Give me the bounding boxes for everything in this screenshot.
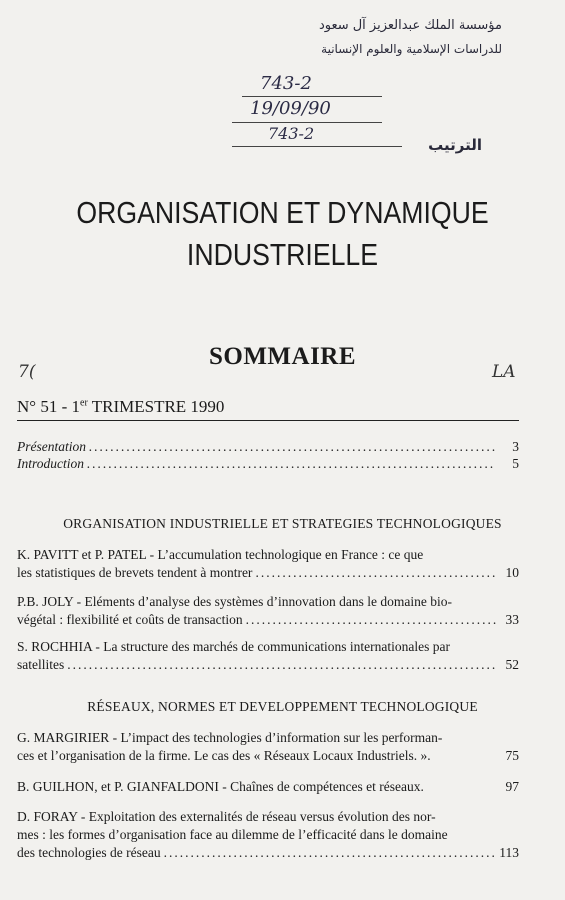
toc-leader xyxy=(255,564,496,582)
toc-label: les statistiques de brevets tendent à montrer xyxy=(17,565,253,580)
toc-leader xyxy=(67,656,496,674)
toc-label: B. GUILHON, et P. GIANFALDONI - Chaînes de compétences et réseaux. xyxy=(17,779,424,794)
stamp-arabic-label: الترتيب xyxy=(428,136,482,154)
toc-entry-introduction xyxy=(17,455,519,473)
journal-title-line2: INDUSTRIELLE xyxy=(186,237,379,272)
toc-page: 113 xyxy=(499,845,519,860)
toc-entry-joly xyxy=(17,593,519,629)
toc-leader xyxy=(246,611,496,629)
issue-sup: er xyxy=(80,397,88,409)
library-stamp xyxy=(222,18,522,168)
margin-mark-left: 7( xyxy=(18,362,36,382)
toc-entry-margirier xyxy=(17,729,519,765)
toc-page: 97 xyxy=(505,779,519,794)
toc-leader xyxy=(87,455,496,473)
handwritten-call-number-1: 743-2 xyxy=(260,73,312,94)
issue-rule xyxy=(17,420,519,421)
issue-number xyxy=(17,397,224,417)
stamp-arabic-line1: مؤسسة الملك عبدالعزيز آل سعود xyxy=(318,18,502,33)
stamp-underline-1 xyxy=(242,96,382,97)
toc-page: 52 xyxy=(505,657,519,672)
toc-entry-line: D. FORAY - Exploitation des externalités de réseau versus évolution des nor- xyxy=(17,809,436,824)
journal-title-line1: ORGANISATION ET DYNAMIQUE xyxy=(76,195,489,230)
toc-leader xyxy=(164,844,496,862)
toc-label: Présentation xyxy=(17,439,86,454)
stamp-underline-2 xyxy=(232,122,382,123)
toc-page: 75 xyxy=(505,748,519,763)
sommaire-heading: SOMMAIRE xyxy=(208,343,357,370)
handwritten-date: 19/09/90 xyxy=(250,98,331,119)
issue-suffix: TRIMESTRE 1990 xyxy=(87,397,225,416)
toc-label: ces et l’organisation de la firme. Le cas des « Réseaux Locaux Industriels. ». xyxy=(17,748,431,763)
toc-page: 33 xyxy=(505,612,519,627)
toc-entry-line: mes : les formes d’organisation face au dilemme de l’efficacité dans le domaine xyxy=(17,827,448,842)
margin-mark-right: LA xyxy=(492,362,516,382)
stamp-underline-3 xyxy=(232,146,402,147)
toc-entry-pavitt xyxy=(17,546,519,582)
section-heading-1: ORGANISATION INDUSTRIELLE ET STRATEGIES TECHNOLOGIQUES xyxy=(63,516,502,531)
toc-entry-foray xyxy=(17,808,519,862)
toc-label: des technologies de réseau xyxy=(17,845,161,860)
toc-entry-line: K. PAVITT et P. PATEL - L’accumulation technologique en France : ce que xyxy=(17,547,424,562)
toc-page: 3 xyxy=(512,439,519,454)
toc-entry-rochhia xyxy=(17,638,519,674)
stamp-arabic-line2: للدراسات الإسلامية والعلوم الإنسانية xyxy=(321,42,502,56)
toc-label: Introduction xyxy=(17,456,84,471)
toc-label: satellites xyxy=(17,657,65,672)
toc-entry-guilhon xyxy=(17,778,519,796)
toc-entry-presentation xyxy=(17,438,519,456)
toc-label: végétal : flexibilité et coûts de transaction xyxy=(17,612,243,627)
toc-leader xyxy=(89,438,496,456)
toc-page: 10 xyxy=(505,565,519,580)
toc-page: 5 xyxy=(512,456,519,471)
toc-entry-line: G. MARGIRIER - L’impact des technologies d’information sur les performan- xyxy=(17,730,443,745)
issue-prefix: N° 51 - 1 xyxy=(17,397,80,416)
handwritten-call-number-2: 743-2 xyxy=(268,124,315,143)
section-heading-2: RÉSEAUX, NORMES ET DEVELOPPEMENT TECHNOLOGIQUE xyxy=(87,699,478,714)
toc-entry-line: S. ROCHHIA - La structure des marchés de communications internationales par xyxy=(17,639,451,654)
toc-entry-line: P.B. JOLY - Eléments d’analyse des systèmes d’innovation dans le domaine bio- xyxy=(17,594,452,609)
